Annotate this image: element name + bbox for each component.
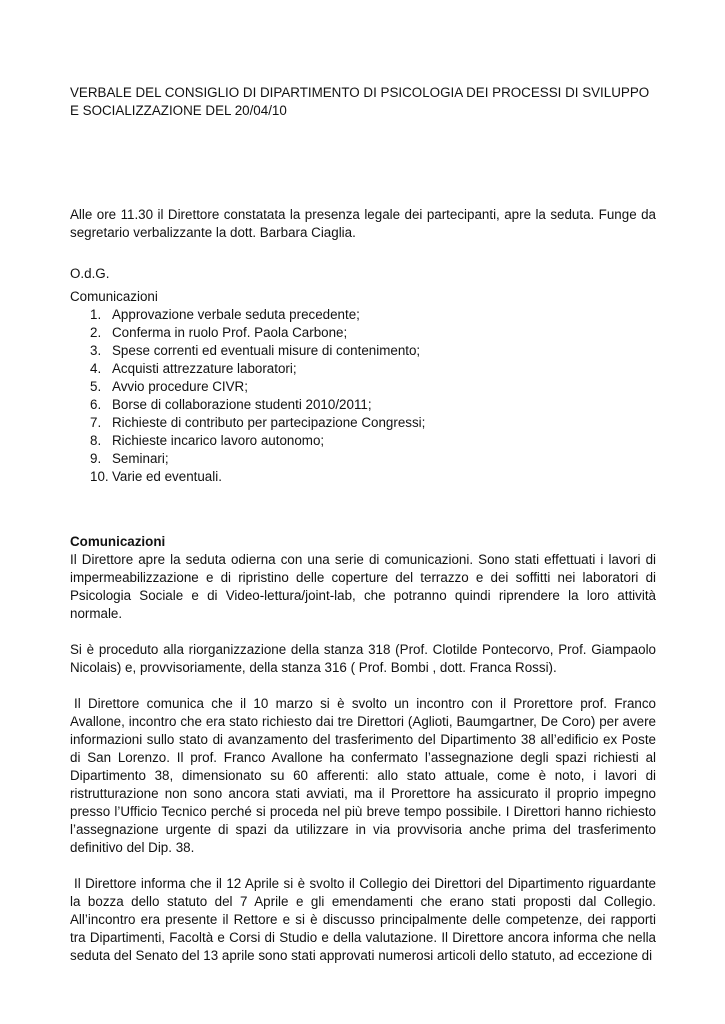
agenda-text: Spese correnti ed eventuali misure di contenimento; (112, 343, 421, 358)
document-title: VERBALE DEL CONSIGLIO DI DIPARTIMENTO DI PSICOLOGIA DEI PROCESSI DI SVILUPPO E SOCIALIZZAZIONE DEL 20/04/10 (70, 85, 650, 118)
body-paragraph: Il Direttore comunica che il 10 marzo si è svolto un incontro con il Prorettore prof. Franco Avallone, incontro che era stato richiesto dai tre Direttori (Aglioti, Baumgartner, De Coro) per avere informazioni sullo stato di avanzamento del trasferimento del Dipartimento 38 all’edificio ex Poste di San Lorenzo. Il prof. Franco Avallone ha confermato l’assegnazione degli spazi richiesti al Dipartimento 38, dimensionato su 60 afferenti: allo stato attuale, come è noto, i lavori di ristrutturazione non sono ancora stati avviati, ma il Prorettore ha assicurato il proprio impegno presso l’Ufficio Tecnico perché si proceda nel più breve tempo possibile. I Direttori hanno richiesto l’assegnazione urgente di spazi da utilizzare in via provvisoria anche prima del trasferimento definitivo del Dip. 38. (70, 696, 656, 855)
body-paragraph: Il Direttore apre la seduta odierna con una serie di comunicazioni. Sono stati effettuati i lavori di impermeabilizzazione e di ripristino delle coperture del terrazzo e dei soffitti nei laboratori di Psicologia Sociale e di Video-lettura/joint-lab, che potranno quindi riprendere la loro attività normale. (70, 552, 656, 621)
agenda-item (70, 432, 656, 450)
agenda-number: 3. (90, 343, 102, 358)
agenda-item (70, 378, 656, 396)
agenda-number: 1. (90, 307, 102, 322)
document-page (70, 84, 656, 965)
agenda-number: 10. (90, 469, 109, 484)
agenda-number: 2. (90, 325, 102, 340)
agenda-text: Borse di collaborazione studenti 2010/2011; (112, 397, 372, 412)
odg-label: O.d.G. (70, 266, 110, 281)
agenda-text: Richieste di contributo per partecipazione Congressi; (112, 415, 426, 430)
agenda-number: 4. (90, 361, 102, 376)
agenda-item (70, 396, 656, 414)
agenda-text: Acquisti attrezzature laboratori; (112, 361, 297, 376)
agenda-item (70, 324, 656, 342)
agenda-number: 8. (90, 433, 102, 448)
agenda-text: Avvio procedure CIVR; (112, 379, 248, 394)
agenda-number: 9. (90, 451, 102, 466)
intro-paragraph: Alle ore 11.30 il Direttore constatata la presenza legale dei partecipanti, apre la seduta. Funge da segretario verbalizzante la dott. Barbara Ciaglia. (70, 207, 656, 240)
agenda-item (70, 414, 656, 432)
agenda-number: 5. (90, 379, 102, 394)
agenda-text: Richieste incarico lavoro autonomo; (112, 433, 325, 448)
agenda-item (70, 360, 656, 378)
comunicazioni-label: Comunicazioni (70, 289, 158, 304)
agenda-text: Approvazione verbale seduta precedente; (112, 307, 360, 322)
agenda-text: Seminari; (112, 451, 169, 466)
agenda-item (70, 342, 656, 360)
agenda-list (70, 306, 656, 486)
section-heading: Comunicazioni (70, 534, 166, 549)
agenda-item (70, 450, 656, 468)
agenda-text: Varie ed eventuali. (112, 469, 222, 484)
agenda-number: 7. (90, 415, 102, 430)
agenda-text: Conferma in ruolo Prof. Paola Carbone; (112, 325, 348, 340)
body-paragraph: Il Direttore informa che il 12 Aprile si è svolto il Collegio dei Direttori del Dipartimento riguardante la bozza dello statuto del 7 Aprile e gli emendamenti che erano stati proposti dal Collegio. All’incontro era presente il Rettore e si è discusso principalmente delle competenze, dei rapporti tra Dipartimenti, Facoltà e Corsi di Studio e della valutazione. Il Direttore ancora informa che nella seduta del Senato del 13 aprile sono stati approvati numerosi articoli dello statuto, ad eccezione di (70, 876, 656, 963)
agenda-item (70, 468, 656, 486)
body-paragraph: Si è proceduto alla riorganizzazione della stanza 318 (Prof. Clotilde Pontecorvo, Prof. Giampaolo Nicolais) e, provvisoriamente, della stanza 316 ( Prof. Bombi , dott. Franca Rossi). (70, 642, 656, 675)
agenda-item (70, 306, 656, 324)
agenda-number: 6. (90, 397, 102, 412)
